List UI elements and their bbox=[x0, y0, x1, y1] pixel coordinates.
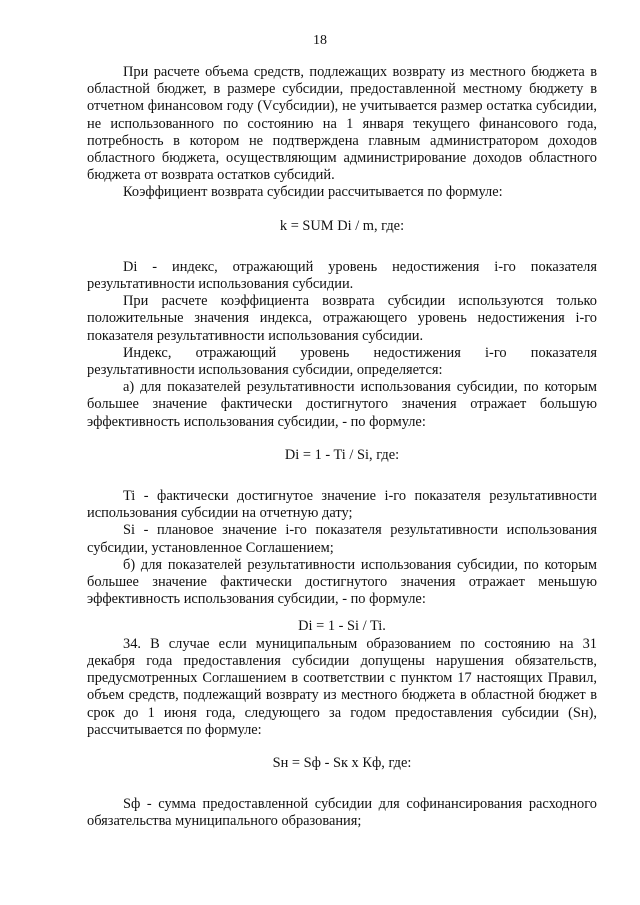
page-number: 18 bbox=[313, 33, 327, 48]
paragraph-10: 34. В случае если муниципальным образованием по состоянию на 31 декабря года предоставления субсидии допущены нарушения обязательств, предусмотренных Соглашением в соответствии с пунктом 17 настоящих Правил, объем средств, подлежащий возврату из местного бюджета в областной бюджет в срок до 1 июня года, следующего за годом предоставления субсидии (Sн), рассчитывается по формуле: bbox=[87, 635, 597, 738]
formula-return-coefficient: k = SUM Di / m, где: bbox=[279, 217, 405, 234]
paragraph-6: а) для показателей результативности использования субсидии, по которым большее значение фактически достигнутого значения отражает большую эффективность использования субсидии, - по формуле: bbox=[87, 379, 597, 430]
paragraph-9: б) для показателей результативности использования субсидии, по которым большее значение фактически достигнутого значения отражает меньшую эффективность использования субсидии, - по формуле: bbox=[87, 556, 597, 608]
paragraph-4: При расчете коэффициента возврата субсидии используются только положительные значения индекса, отражающего уровень недостижения i-го показателя результативности использования субсидии. bbox=[87, 293, 597, 344]
paragraph-8: Si - плановое значение i-го показателя результативности использования субсидии, установленное Соглашением; bbox=[87, 522, 597, 556]
paragraph-5: Индекс, отражающий уровень недостижения i-го показателя результативности использования субсидии, определяется: bbox=[87, 344, 597, 379]
document-body bbox=[87, 64, 597, 831]
formula-index-b: Di = 1 - Si / Ti. bbox=[298, 618, 386, 635]
paragraph-11: Sф - сумма предоставленной субсидии для софинансирования расходного обязательства муниципального образования; bbox=[87, 796, 597, 830]
paragraph-2: Коэффициент возврата субсидии рассчитывается по формуле: bbox=[123, 184, 503, 201]
formula-return-amount: Sн = Sф - Sк x Кф, где: bbox=[272, 754, 412, 771]
paragraph-7: Ti - фактически достигнутое значение i-го показателя результативности использования субсидии на отчетную дату; bbox=[87, 488, 597, 522]
paragraph-1: При расчете объема средств, подлежащих возврату из местного бюджета в областной бюджет, в размере субсидии, предоставленной местному бюджету в отчетном финансовом году (Vсубсидии), не учитывается размер остатка субсидии, не использованного по состоянию на 1 января текущего финансового года, потребность в котором не подтверждена главным администратором доходов областного бюджета, осуществляющим администрирование доходов областного бюджета от возврата остатков субсидий. bbox=[87, 64, 597, 184]
paragraph-3: Di - индекс, отражающий уровень недостижения i-го показателя результативности использования субсидии. bbox=[87, 258, 597, 293]
formula-index-a: Di = 1 - Ti / Si, где: bbox=[284, 446, 400, 463]
